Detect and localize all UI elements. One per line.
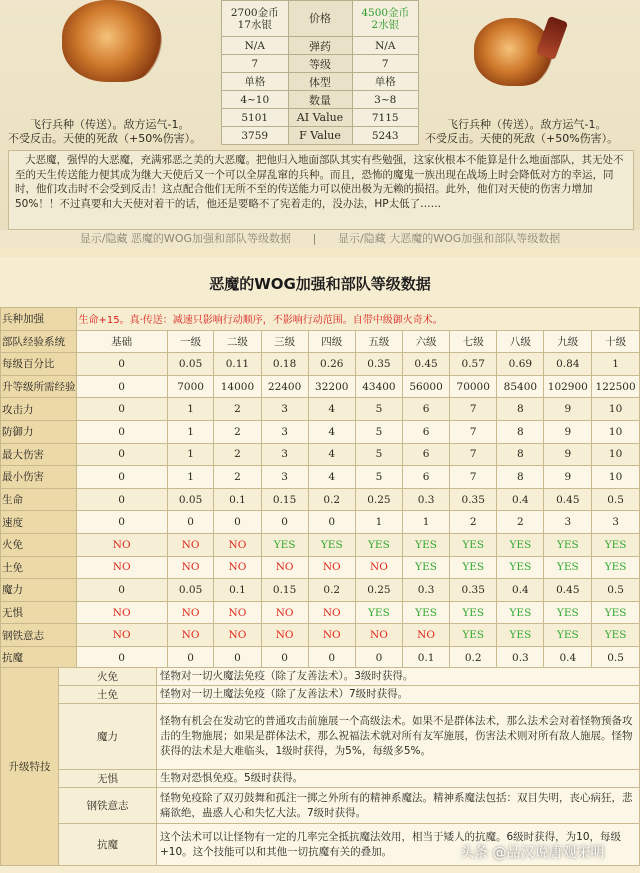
table-cell: YES <box>544 556 592 579</box>
skill-row <box>1 770 640 788</box>
bonus-text: 生命+15。真·传送：减速只影响行动顺序，不影响行动范围。自带中级御火奇术。 <box>76 308 640 331</box>
table-cell: 8 <box>497 398 544 421</box>
table-cell: 8 <box>497 466 544 489</box>
table-row <box>1 646 640 669</box>
table-cell: NO <box>355 624 402 647</box>
level-header-cell: 四级 <box>308 330 355 353</box>
table-cell: 43400 <box>355 375 402 398</box>
table-row <box>1 533 640 556</box>
table-cell: 0.26 <box>308 353 355 376</box>
table-cell: 2 <box>214 466 261 489</box>
stat-value: 单格 <box>222 73 289 91</box>
table-cell: 0 <box>76 420 167 443</box>
table-cell: NO <box>214 556 261 579</box>
table-cell: 0 <box>167 646 214 669</box>
table-cell: YES <box>544 624 592 647</box>
table-cell: 0.35 <box>450 488 497 511</box>
table-cell: 0.35 <box>450 579 497 602</box>
table-cell: 0 <box>167 511 214 534</box>
table-cell: NO <box>214 533 261 556</box>
stat-row <box>222 37 419 55</box>
table-cell: 6 <box>402 398 449 421</box>
table-cell: 0.1 <box>402 646 449 669</box>
table-cell: 3 <box>261 420 308 443</box>
table-cell: 5 <box>355 466 402 489</box>
table-cell: NO <box>76 624 167 647</box>
skill-description: 怪物对一切火魔法免疫（除了友善法术）。3级时获得。 <box>157 668 640 686</box>
table-cell: 3 <box>261 443 308 466</box>
table-cell: 0.4 <box>497 579 544 602</box>
table-cell: 6 <box>402 443 449 466</box>
table-cell: NO <box>261 601 308 624</box>
table-cell: YES <box>450 624 497 647</box>
table-cell: 5 <box>355 443 402 466</box>
table-cell: YES <box>497 601 544 624</box>
level-header-cell: 九级 <box>544 330 592 353</box>
stat-value: N/A <box>222 37 289 55</box>
table-cell: 70000 <box>450 375 497 398</box>
table-row <box>1 375 640 398</box>
stat-label: F Value <box>288 127 352 145</box>
table-cell: 0.5 <box>592 488 640 511</box>
table-cell: 122500 <box>592 375 640 398</box>
table-cell: YES <box>355 601 402 624</box>
skill-row <box>1 686 640 704</box>
table-cell: 0 <box>214 511 261 534</box>
wog-section-title: 恶魔的WOG加强和部队等级数据 <box>209 275 431 293</box>
table-cell: 1 <box>355 511 402 534</box>
table-cell: 0 <box>76 353 167 376</box>
stat-label: 数量 <box>288 91 352 109</box>
table-cell: NO <box>308 556 355 579</box>
level-header-cell: 五级 <box>355 330 402 353</box>
demon-portrait <box>62 0 162 82</box>
table-cell: 0.1 <box>214 579 261 602</box>
table-cell: 2 <box>497 511 544 534</box>
table-cell: YES <box>450 601 497 624</box>
stat-value: N/A <box>352 37 419 55</box>
table-cell: NO <box>308 624 355 647</box>
table-cell: NO <box>214 601 261 624</box>
level-header-cell: 三级 <box>261 330 308 353</box>
table-cell: 7 <box>450 443 497 466</box>
table-cell: 0.18 <box>261 353 308 376</box>
row-label: 抗魔 <box>1 646 77 669</box>
stat-value: 5101 <box>222 109 289 127</box>
skill-description: 怪物对一切土魔法免疫（除了友善法术）7级时获得。 <box>157 686 640 704</box>
table-cell: 8 <box>497 443 544 466</box>
stat-label: 体型 <box>288 73 352 91</box>
skill-description: 怪物有机会在发动它的普通攻击前施展一个高级法术。如果不是群体法术，那么法术会对着怪物预备攻击的生物施展；如果是群体法术，那么祝福法术就对所有友军施展，伤害法术则对所有敌人施展。怪物获得的法术是大难临头，1级时获得，为5%，每级多5%。 <box>157 704 640 770</box>
pit-lord-ability-text: 飞行兵种（传送）。敌方运气-1。 不受反击。天使的死敌（+50%伤害）。 <box>425 118 619 145</box>
table-row <box>1 601 640 624</box>
table-cell: NO <box>167 533 214 556</box>
table-cell: 0 <box>76 443 167 466</box>
stat-value: 4500金币 2水银 <box>352 1 419 37</box>
table-row <box>1 624 640 647</box>
table-cell: 9 <box>544 466 592 489</box>
stat-row <box>222 109 419 127</box>
table-cell: 0 <box>355 646 402 669</box>
table-cell: 3 <box>261 398 308 421</box>
table-cell: 0 <box>76 466 167 489</box>
level-header-cell: 七级 <box>450 330 497 353</box>
row-label: 速度 <box>1 511 77 534</box>
table-cell: 2 <box>214 420 261 443</box>
table-cell: 7 <box>450 420 497 443</box>
table-cell: 5 <box>355 420 402 443</box>
table-cell: 3 <box>261 466 308 489</box>
table-cell: YES <box>592 533 640 556</box>
table-cell: 0.84 <box>544 353 592 376</box>
table-cell: NO <box>261 624 308 647</box>
table-cell: YES <box>592 556 640 579</box>
upgrade-skill-table <box>0 667 640 866</box>
table-cell: 10 <box>592 398 640 421</box>
stat-label: AI Value <box>288 109 352 127</box>
table-row <box>1 488 640 511</box>
stat-value: 单格 <box>352 73 419 91</box>
table-cell: 0 <box>261 511 308 534</box>
level-header-cell: 二级 <box>214 330 261 353</box>
skill-row <box>1 704 640 770</box>
table-cell: 6 <box>402 466 449 489</box>
table-cell: 0.35 <box>355 353 402 376</box>
unit-description: 大恶魔，强悍的大恶魔，充满邪恶之美的大恶魔。把他归入地面部队其实有些勉强，这家伙根本不能算是什么地面部队，其无处不至的天生传送能力便其成为继大天使后又一个可以全屏乱窜的兵种。而且，恐怖的魔鬼一族出现在战场上时会降低对方的幸运，同时，他们攻击时不会受到反击！这点配合他们无所不至的传送能力可以使出极为无赖的损招。此外，他们对天使的伤害力增加50%！！不过真要和大天使对着干的话，他还是要略不了宪着走的，没办法，HP太低了…… <box>8 150 634 230</box>
table-cell: NO <box>76 601 167 624</box>
table-cell: YES <box>497 624 544 647</box>
stat-row <box>222 55 419 73</box>
table-cell: 7000 <box>167 375 214 398</box>
skill-name: 钢铁意志 <box>59 788 157 824</box>
table-cell: 7 <box>450 398 497 421</box>
table-cell: 0.25 <box>355 488 402 511</box>
demon-ability-text: 飞行兵种（传送）。敌方运气-1。 不受反击。天使的死敌（+50%伤害）。 <box>8 118 202 145</box>
table-cell: YES <box>544 533 592 556</box>
stat-row <box>222 73 419 91</box>
table-cell: 32200 <box>308 375 355 398</box>
skill-name: 抗魔 <box>59 824 157 866</box>
skill-description: 这个法术可以让怪物有一定的几率完全抵抗魔法效用，相当于矮人的抗魔。6级时获得，为10，每级+10。这个技能可以和其他一切抗魔有关的叠加。 <box>157 824 640 866</box>
table-row <box>1 353 640 376</box>
table-cell: 0 <box>76 579 167 602</box>
toggle-separator: | <box>312 232 317 245</box>
bonus-label: 兵种加强 <box>1 308 77 331</box>
table-cell: 0.05 <box>167 579 214 602</box>
table-cell: 0 <box>214 646 261 669</box>
table-cell: 85400 <box>497 375 544 398</box>
table-cell: 2 <box>450 511 497 534</box>
table-cell: 4 <box>308 443 355 466</box>
table-cell: 2 <box>214 443 261 466</box>
pit-lord-portrait <box>474 18 552 86</box>
table-cell: 7 <box>450 466 497 489</box>
table-cell: NO <box>76 533 167 556</box>
table-row <box>1 398 640 421</box>
table-cell: 0 <box>76 398 167 421</box>
stat-value: 7 <box>352 55 419 73</box>
row-label: 土免 <box>1 556 77 579</box>
table-row <box>1 511 640 534</box>
table-row <box>1 420 640 443</box>
table-cell: 0.45 <box>402 353 449 376</box>
toggle-bar <box>0 230 640 248</box>
table-cell: YES <box>261 533 308 556</box>
table-cell: NO <box>308 601 355 624</box>
table-cell: 14000 <box>214 375 261 398</box>
table-cell: 4 <box>308 420 355 443</box>
table-cell: 8 <box>497 420 544 443</box>
table-cell: YES <box>402 601 449 624</box>
row-label: 最大伤害 <box>1 443 77 466</box>
table-cell: 0.2 <box>450 646 497 669</box>
bonus-row <box>1 308 640 331</box>
table-cell: 9 <box>544 398 592 421</box>
table-cell: YES <box>450 533 497 556</box>
table-cell: 0.45 <box>544 579 592 602</box>
stat-row <box>222 1 419 37</box>
table-cell: 10 <box>592 443 640 466</box>
stat-label: 等级 <box>288 55 352 73</box>
row-label: 无惧 <box>1 601 77 624</box>
table-cell: 1 <box>167 466 214 489</box>
skill-description: 怪物免疫除了双刃鼓舞和孤注一掷之外所有的精神系魔法。精神系魔法包括：双目失明，丧心病狂，悲痛欲绝，蛊惑人心和失忆大法。7级时获得。 <box>157 788 640 824</box>
table-cell: 4 <box>308 466 355 489</box>
table-cell: 10 <box>592 466 640 489</box>
toggle-demon-wog-link[interactable]: 显示/隐藏 恶魔的WOG加强和部队等级数据 <box>79 232 291 245</box>
table-cell: YES <box>497 533 544 556</box>
table-cell: NO <box>214 624 261 647</box>
table-row <box>1 466 640 489</box>
table-cell: 4 <box>308 398 355 421</box>
table-cell: 5 <box>355 398 402 421</box>
table-cell: 0.15 <box>261 579 308 602</box>
stat-value: 4~10 <box>222 91 289 109</box>
table-cell: 1 <box>167 443 214 466</box>
table-cell: 0.2 <box>308 579 355 602</box>
row-label: 钢铁意志 <box>1 624 77 647</box>
table-cell: NO <box>167 601 214 624</box>
level-header-row <box>1 330 640 353</box>
table-row <box>1 443 640 466</box>
table-cell: 56000 <box>402 375 449 398</box>
table-cell: 1 <box>592 353 640 376</box>
table-cell: NO <box>261 556 308 579</box>
table-cell: NO <box>167 624 214 647</box>
level-header-cell: 基础 <box>76 330 167 353</box>
table-cell: NO <box>402 624 449 647</box>
table-cell: 1 <box>402 511 449 534</box>
table-cell: 0 <box>261 646 308 669</box>
table-cell: YES <box>544 601 592 624</box>
table-cell: YES <box>497 556 544 579</box>
skills-group-label: 升级特技 <box>1 668 59 866</box>
skill-name: 魔力 <box>59 704 157 770</box>
table-cell: 0.3 <box>402 579 449 602</box>
wog-experience-table <box>0 307 640 670</box>
stat-value: 2700金币 17水银 <box>222 1 289 37</box>
stat-row <box>222 91 419 109</box>
level-header-cell: 八级 <box>497 330 544 353</box>
table-cell: YES <box>355 533 402 556</box>
level-header-cell: 一级 <box>167 330 214 353</box>
table-cell: 0.15 <box>261 488 308 511</box>
table-cell: 0.69 <box>497 353 544 376</box>
table-cell: 0.11 <box>214 353 261 376</box>
stat-label: 弹药 <box>288 37 352 55</box>
stat-row <box>222 127 419 145</box>
stat-value: 7 <box>222 55 289 73</box>
table-cell: 0.5 <box>592 646 640 669</box>
skill-name: 无惧 <box>59 770 157 788</box>
stat-label: 价格 <box>288 1 352 37</box>
table-cell: 102900 <box>544 375 592 398</box>
table-cell: 10 <box>592 420 640 443</box>
table-cell: 0.05 <box>167 353 214 376</box>
table-cell: 0 <box>76 375 167 398</box>
table-cell: NO <box>167 556 214 579</box>
table-cell: 0 <box>308 511 355 534</box>
table-cell: 0.1 <box>214 488 261 511</box>
table-cell: YES <box>308 533 355 556</box>
watermark: 头条 @品汉说唐观宋明 <box>460 845 605 861</box>
table-cell: 9 <box>544 443 592 466</box>
stat-value: 3759 <box>222 127 289 145</box>
table-cell: NO <box>76 556 167 579</box>
table-row <box>1 579 640 602</box>
table-cell: YES <box>592 601 640 624</box>
table-cell: 9 <box>544 420 592 443</box>
table-cell: 3 <box>592 511 640 534</box>
table-cell: 0 <box>76 511 167 534</box>
table-cell: 0 <box>76 646 167 669</box>
level-header-cell: 六级 <box>402 330 449 353</box>
skill-row <box>1 788 640 824</box>
table-cell: YES <box>450 556 497 579</box>
table-cell: 0.25 <box>355 579 402 602</box>
table-cell: YES <box>592 624 640 647</box>
row-label: 防御力 <box>1 420 77 443</box>
table-cell: 2 <box>214 398 261 421</box>
table-row <box>1 556 640 579</box>
skill-row <box>1 668 640 686</box>
row-label: 每级百分比 <box>1 353 77 376</box>
table-cell: 0.4 <box>497 488 544 511</box>
table-cell: 0.3 <box>402 488 449 511</box>
table-cell: 0.57 <box>450 353 497 376</box>
table-cell: 0.2 <box>308 488 355 511</box>
table-cell: 0.05 <box>167 488 214 511</box>
table-cell: NO <box>355 556 402 579</box>
stat-value: 5243 <box>352 127 419 145</box>
row-label: 最小伤害 <box>1 466 77 489</box>
row-label: 攻击力 <box>1 398 77 421</box>
table-cell: 0.45 <box>544 488 592 511</box>
skill-name: 火免 <box>59 668 157 686</box>
row-label: 生命 <box>1 488 77 511</box>
table-cell: 0 <box>308 646 355 669</box>
unit-stat-table <box>221 0 419 145</box>
level-header-cell: 十级 <box>592 330 640 353</box>
table-cell: YES <box>402 556 449 579</box>
toggle-pitlord-wog-link[interactable]: 显示/隐藏 大恶魔的WOG加强和部队等级数据 <box>338 232 561 245</box>
row-label: 部队经验系统 <box>1 330 77 353</box>
table-cell: 0 <box>76 488 167 511</box>
unit-compare-panel <box>0 0 640 232</box>
table-cell: 1 <box>167 398 214 421</box>
stat-value: 7115 <box>352 109 419 127</box>
table-cell: 1 <box>167 420 214 443</box>
table-cell: 0.5 <box>592 579 640 602</box>
table-cell: 0.4 <box>544 646 592 669</box>
stat-value: 3~8 <box>352 91 419 109</box>
table-cell: YES <box>402 533 449 556</box>
skill-name: 土免 <box>59 686 157 704</box>
skill-description: 生物对恐惧免疫。5级时获得。 <box>157 770 640 788</box>
row-label: 升等级所需经验 <box>1 375 77 398</box>
row-label: 火免 <box>1 533 77 556</box>
row-label: 魔力 <box>1 579 77 602</box>
table-cell: 0.3 <box>497 646 544 669</box>
table-cell: 6 <box>402 420 449 443</box>
table-cell: 22400 <box>261 375 308 398</box>
table-cell: 3 <box>544 511 592 534</box>
